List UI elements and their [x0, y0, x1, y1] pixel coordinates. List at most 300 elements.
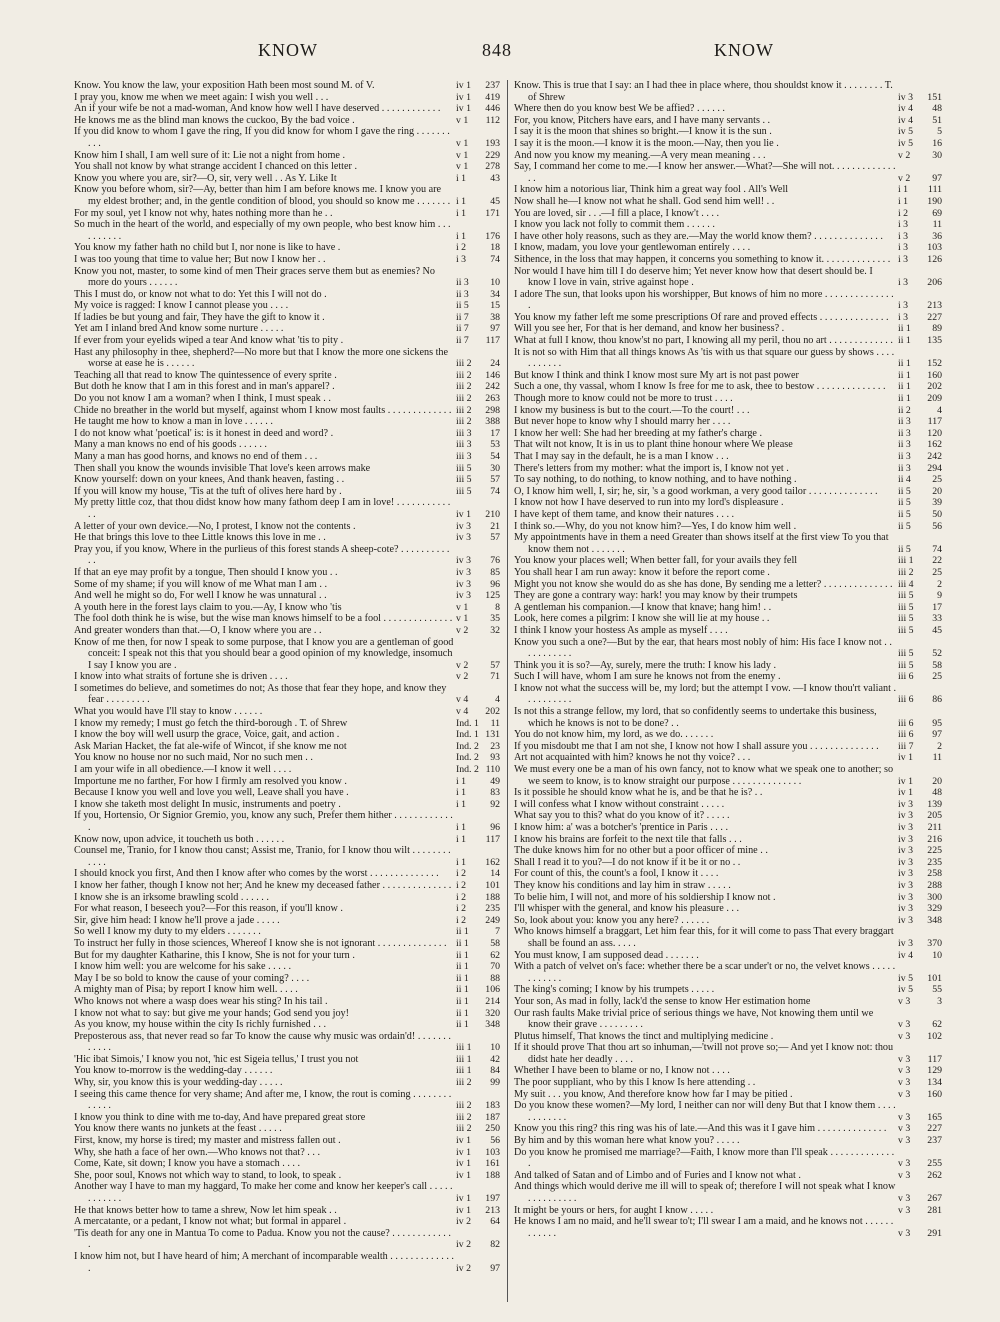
act-scene: v 3 — [898, 1030, 911, 1042]
entry-quotation: I think so.—Why, do you not know him?—Yes, I do know him well . — [514, 520, 797, 532]
line-number: 117 — [485, 335, 500, 347]
entry-reference — [456, 579, 500, 591]
entry-quotation: Another way I have to man my haggard, To make her come and know her keeper's call . . . . . . . . . . . . — [74, 1181, 453, 1204]
line-number: 227 — [927, 311, 942, 323]
concordance-entry — [514, 857, 942, 869]
act-scene: iv 3 — [898, 798, 913, 810]
entry-quotation: Know him I shall, I am well sure of it: Lie not a night from home . — [74, 149, 346, 161]
concordance-entry — [74, 381, 500, 393]
entry-quotation: He that brings this love to thee Little knows this love in me . . — [74, 532, 326, 544]
entry-reference — [456, 602, 500, 614]
act-scene: i 2 — [456, 242, 467, 254]
entry-reference — [898, 845, 942, 857]
line-number: 20 — [932, 485, 942, 497]
act-scene: iii 7 — [898, 740, 914, 752]
act-scene: ii 1 — [898, 381, 911, 393]
entry-quotation: I know her well: She had her breeding at my father's charge . — [514, 427, 763, 439]
act-scene: iii 5 — [456, 485, 472, 497]
entry-reference — [898, 173, 942, 185]
line-number: 206 — [927, 277, 942, 289]
entry-quotation: Know you this ring? this ring was his of late.—And this was it I gave him . . . . . . . . . . . . . . — [514, 1123, 887, 1135]
entry-reference — [898, 857, 942, 869]
line-number: 4 — [495, 694, 500, 706]
entry-reference — [456, 984, 500, 996]
concordance-entry — [74, 741, 500, 753]
entry-quotation: If ever from your eyelids wiped a tear And know what 'tis to pity . — [74, 335, 344, 347]
concordance-entry — [514, 231, 942, 243]
concordance-entry — [74, 80, 500, 92]
concordance-entry — [514, 555, 942, 567]
act-scene: iii 6 — [898, 729, 914, 741]
concordance-entry — [74, 1008, 500, 1020]
act-scene: ii 7 — [456, 311, 469, 323]
line-number: 18 — [490, 242, 500, 254]
concordance-entry — [514, 312, 942, 324]
entry-quotation: And talked of Satan and of Limbo and of Furies and I know not what . — [514, 1169, 801, 1181]
entry-quotation: For, you know, Pitchers have ears, and I have many servants . . — [514, 114, 771, 126]
concordance-entry — [74, 173, 500, 185]
line-number: 213 — [927, 300, 942, 312]
entry-quotation: Teaching all that read to know The quintessence of every sprite . — [74, 369, 337, 381]
act-scene: iv 3 — [898, 833, 913, 845]
line-number: 85 — [490, 566, 500, 578]
concordance-entry — [74, 416, 500, 428]
act-scene: v 2 — [898, 172, 911, 184]
entry-reference — [898, 1019, 942, 1031]
line-number: 227 — [927, 1123, 942, 1135]
act-scene: i 1 — [456, 172, 467, 184]
line-number: 329 — [927, 903, 942, 915]
entry-reference — [456, 822, 500, 834]
concordance-entry — [514, 1205, 942, 1217]
concordance-entry — [514, 1042, 942, 1065]
entry-reference — [898, 648, 942, 660]
entry-quotation: What you would have I'll stay to know . . . . . . — [74, 706, 263, 718]
concordance-entry — [514, 138, 942, 150]
concordance-entry — [514, 1181, 942, 1204]
entry-reference — [898, 694, 942, 706]
entry-reference — [456, 903, 500, 915]
act-scene: ii 4 — [898, 474, 911, 486]
concordance-entry — [74, 1054, 500, 1066]
entry-reference — [898, 509, 942, 521]
entry-reference — [898, 996, 942, 1008]
line-number: 298 — [485, 404, 500, 416]
entry-reference — [456, 1239, 500, 1251]
line-number: 43 — [490, 172, 500, 184]
act-scene: v 3 — [898, 1077, 911, 1089]
entry-quotation: Do you know he promised me marriage?—Faith, I know more than I'll speak . . . . . . . . . . . . . . — [514, 1146, 895, 1170]
concordance-entry — [74, 590, 500, 602]
entry-quotation: Preposterous ass, that never read so far To know the cause why music was ordain'd! . . . . . . . . . . . . — [74, 1030, 451, 1054]
entry-quotation: By him and by this woman here what know you? . . . . . — [514, 1135, 740, 1147]
entry-quotation: I seeing this came thence for very shame; And after me, I know, the rout is coming . . . . . . . . . . . . . — [74, 1088, 452, 1112]
line-number: 55 — [932, 984, 942, 996]
entry-reference — [456, 358, 500, 370]
entry-quotation: Might you not know she would do as she has done, By sending me a letter? . . . . . . . . . . . . . . — [514, 578, 893, 590]
concordance-entry — [514, 103, 942, 115]
act-scene: iv 3 — [456, 566, 471, 578]
act-scene: ii 1 — [456, 995, 469, 1007]
line-number: 97 — [932, 172, 942, 184]
entry-reference — [898, 150, 942, 162]
act-scene: iii 5 — [898, 648, 914, 660]
line-number: 4 — [937, 404, 942, 416]
concordance-entry — [74, 254, 500, 266]
line-number: 57 — [490, 532, 500, 544]
line-number: 235 — [927, 856, 942, 868]
concordance-entry — [74, 637, 500, 672]
concordance-entry — [514, 752, 942, 764]
entry-reference — [898, 115, 942, 127]
line-number: 62 — [932, 1019, 942, 1031]
act-scene: ii 2 — [898, 404, 911, 416]
entry-reference — [456, 463, 500, 475]
entry-reference — [898, 613, 942, 625]
entry-reference — [898, 370, 942, 382]
concordance-entry — [74, 486, 500, 498]
concordance-entry — [74, 184, 500, 207]
entry-quotation: I know her father, though I know not her; And he knew my deceased father . . . . . . . . . . . . . . — [74, 879, 452, 891]
act-scene: iv 5 — [898, 126, 913, 138]
act-scene: iv 3 — [898, 91, 913, 103]
line-number: 134 — [927, 1077, 942, 1089]
entry-quotation: You do not know him, my lord, as we do. . . . . . . — [514, 729, 714, 741]
entry-reference — [456, 1054, 500, 1066]
entry-quotation: I know the boy will well usurp the grace, Voice, gait, and action . — [74, 729, 340, 741]
line-number: 320 — [485, 1007, 500, 1019]
line-number: 291 — [927, 1227, 942, 1239]
entry-reference — [456, 405, 500, 417]
entry-quotation: Many a man has good horns, and knows no end of them . . . — [74, 451, 318, 462]
line-number: 2 — [937, 740, 942, 752]
entry-quotation: A mighty man of Pisa; by report I know him well. . . . . — [74, 984, 298, 996]
act-scene: ii 1 — [456, 949, 469, 961]
concordance-entry — [514, 961, 942, 984]
entry-quotation: You must know, I am supposed dead . . . . . . . — [514, 949, 699, 961]
concordance-entry — [514, 729, 942, 741]
concordance-entry — [74, 671, 500, 683]
entry-reference — [898, 312, 942, 324]
concordance-entry — [74, 834, 500, 846]
act-scene: iv 1 — [898, 787, 913, 799]
line-number: 21 — [490, 520, 500, 532]
line-number: 96 — [490, 578, 500, 590]
entry-quotation: Though more to know could not be more to trust . . . . — [514, 393, 733, 405]
act-scene: ii 3 — [898, 427, 911, 439]
concordance-entry — [74, 1065, 500, 1077]
act-scene: Ind. 2 — [456, 740, 479, 752]
entry-reference — [456, 277, 500, 289]
entry-quotation: If that an eye may profit by a tongue, Then should I know you . . — [74, 566, 338, 578]
line-number: 10 — [490, 1042, 500, 1054]
act-scene: ii 7 — [456, 335, 469, 347]
act-scene: iii 2 — [456, 1123, 472, 1135]
entry-quotation: Your son, As mad in folly, lack'd the sense to know Her estimation home — [514, 995, 811, 1007]
entry-reference — [898, 1170, 942, 1182]
entry-quotation: So well I know my duty to my elders . . . . . . . — [74, 926, 261, 938]
concordance-entry — [74, 103, 500, 115]
act-scene: i 3 — [898, 277, 909, 289]
line-number: 53 — [490, 439, 500, 451]
concordance-entry — [514, 590, 942, 602]
line-number: 64 — [490, 1216, 500, 1228]
entry-quotation: There's letters from my mother: what the import is, I know not yet . — [514, 462, 789, 474]
act-scene: iv 1 — [456, 1146, 471, 1158]
act-scene: ii 1 — [898, 369, 911, 381]
concordance-entry — [74, 996, 500, 1008]
entry-reference — [456, 312, 500, 324]
entry-quotation: The fool doth think he is wise, but the wise man knows himself to be a fool . . . . . . . . . . . . . . — [74, 613, 453, 625]
entry-reference — [456, 996, 500, 1008]
entry-reference — [456, 289, 500, 301]
entry-quotation: You know your places well; When better fall, for your avails they fell — [514, 555, 798, 567]
concordance-entry — [74, 1205, 500, 1217]
entry-reference — [898, 567, 942, 579]
entry-quotation: Because I know you well and love you well, Leave shall you have . — [74, 787, 349, 799]
entry-quotation: Know you such a one?—But by the ear, that hears most nobly of him: His face I know not . . . . . . . . . . . — [514, 636, 892, 660]
entry-reference — [898, 1112, 942, 1124]
line-number: 38 — [490, 311, 500, 323]
entry-quotation: I sometimes do believe, and sometimes do not; As those that fear they hope, and know they fear . . . . . . . . . — [74, 682, 447, 706]
concordance-entry — [514, 1077, 942, 1089]
act-scene: v 3 — [898, 1169, 911, 1181]
entry-reference — [898, 521, 942, 533]
line-number: 111 — [928, 184, 942, 196]
line-number: 25 — [932, 474, 942, 486]
entry-quotation: I know him: a' was a botcher's 'prentice in Paris . . . . — [514, 822, 729, 833]
entry-reference — [456, 973, 500, 985]
line-number: 209 — [927, 393, 942, 405]
entry-reference — [898, 416, 942, 428]
entry-reference — [898, 1205, 942, 1217]
concordance-entry — [74, 880, 500, 892]
line-number: 176 — [485, 230, 500, 242]
act-scene: iii 5 — [898, 601, 914, 613]
concordance-entry — [74, 1170, 500, 1182]
act-scene: v 3 — [898, 1193, 911, 1204]
act-scene: v 3 — [898, 995, 911, 1007]
line-number: 97 — [490, 1262, 500, 1274]
entry-quotation: I should knock you first, And then I know after who comes by the worst . . . . . . . . . . . . . . — [74, 868, 439, 880]
entry-quotation: I adore The sun, that looks upon his worshipper, But knows of him no more . . . . . . . . . . . . . . . — [514, 288, 894, 312]
entry-quotation: Chide no breather in the world but myself, against whom I know most faults . . . . . . . . . . . . . — [74, 404, 452, 416]
entry-reference — [456, 868, 500, 880]
entry-quotation: For my soul, yet I know not why, hates nothing more than he . . — [74, 207, 333, 219]
act-scene: ii 1 — [456, 937, 469, 949]
concordance-entry — [514, 208, 942, 220]
line-number: 216 — [927, 833, 942, 845]
entry-reference — [456, 706, 500, 718]
concordance-entry — [514, 1031, 942, 1043]
concordance-entry — [74, 613, 500, 625]
line-number: 162 — [927, 439, 942, 451]
entry-reference — [456, 671, 500, 683]
line-number: 202 — [485, 706, 500, 718]
line-number: 161 — [485, 1158, 500, 1170]
entry-reference — [898, 903, 942, 915]
concordance-entry — [514, 497, 942, 509]
concordance-entry — [514, 706, 942, 729]
entry-reference — [898, 950, 942, 962]
concordance-entry — [514, 1170, 942, 1182]
entry-reference — [456, 370, 500, 382]
act-scene: iv 1 — [456, 91, 471, 103]
act-scene: i 3 — [898, 242, 909, 254]
line-number: 162 — [485, 856, 500, 868]
line-number: 190 — [927, 195, 942, 207]
entry-quotation: Know of me then, for now I speak to some purpose, that I know you are a gentleman of good conceit: I speak not this that you should bear a good opinion of my knowledge, insomuch I say I know you are . — [74, 636, 454, 671]
concordance-entry — [74, 1019, 500, 1031]
entry-reference — [898, 718, 942, 730]
entry-quotation: If ladies be but young and fair, They have the gift to know it . — [74, 311, 325, 323]
act-scene: i 2 — [456, 914, 467, 926]
entry-quotation: I know not what the success will be, my lord; but the attempt I vow. —I know thou'rt valiant . . . . . . . . . . — [514, 682, 897, 706]
line-number: 281 — [927, 1204, 942, 1216]
act-scene: ii 3 — [456, 277, 469, 289]
concordance-entry — [74, 428, 500, 440]
entry-reference — [898, 544, 942, 556]
entry-reference — [456, 555, 500, 567]
entry-reference — [456, 381, 500, 393]
concordance-entry — [74, 323, 500, 335]
entry-reference — [456, 161, 500, 173]
act-scene: Ind. 2 — [456, 764, 479, 776]
entry-reference — [456, 1216, 500, 1228]
concordance-entry — [514, 393, 942, 405]
concordance-entry — [74, 810, 500, 833]
entry-reference — [898, 660, 942, 672]
act-scene: iii 5 — [456, 462, 472, 474]
concordance-entry — [514, 637, 942, 660]
act-scene: v 3 — [898, 1053, 911, 1065]
entry-reference — [898, 892, 942, 904]
line-number: 56 — [490, 1135, 500, 1147]
entry-quotation: The king's coming; I know by his trumpets . . . . . — [514, 984, 715, 996]
act-scene: i 1 — [456, 856, 467, 868]
line-number: 7 — [495, 926, 500, 938]
concordance-entry — [74, 347, 500, 370]
concordance-entry — [74, 312, 500, 324]
line-number: 9 — [937, 590, 942, 602]
act-scene: v 2 — [456, 624, 469, 636]
line-number: 160 — [927, 369, 942, 381]
act-scene: iv 3 — [456, 520, 471, 532]
concordance-entry — [74, 683, 500, 706]
concordance-entry — [74, 208, 500, 220]
line-number: 101 — [485, 879, 500, 891]
entry-reference — [456, 1205, 500, 1217]
line-number: 446 — [485, 103, 500, 115]
line-number: 258 — [927, 868, 942, 880]
concordance-entry — [74, 1123, 500, 1135]
entry-reference — [898, 231, 942, 243]
entry-quotation: Importune me no farther, For how I firmly am resolved you know . — [74, 775, 347, 787]
entry-reference — [898, 381, 942, 393]
line-number: 45 — [932, 624, 942, 636]
concordance-entry — [514, 625, 942, 637]
entry-reference — [898, 915, 942, 927]
act-scene: i 3 — [898, 300, 909, 312]
act-scene: iv 1 — [456, 103, 471, 115]
act-scene: i 1 — [456, 775, 467, 787]
act-scene: iii 2 — [456, 1100, 472, 1112]
entry-reference — [456, 486, 500, 498]
line-number: 211 — [927, 822, 942, 833]
entry-quotation: 'Tis death for any one in Mantua To come to Padua. Know you not the cause? . . . . . . . . . . . . . — [74, 1227, 451, 1251]
entry-reference — [898, 242, 942, 254]
line-number: 160 — [927, 1088, 942, 1100]
concordance-entry — [74, 903, 500, 915]
concordance-entry — [514, 370, 942, 382]
concordance-entry — [74, 845, 500, 868]
entry-quotation: Many a man knows no end of his goods . . . . . . — [74, 439, 267, 451]
entry-quotation: I'll whisper with the general, and know his pleasure . . . — [514, 903, 740, 915]
entry-quotation: I do not know what 'poetical' is: is it honest in deed and word? . — [74, 427, 334, 439]
concordance-entry — [74, 579, 500, 591]
entry-reference — [898, 1135, 942, 1147]
entry-quotation: Ask Marian Hacket, the fat ale-wife of Wincot, if she know me not — [74, 740, 347, 752]
line-number: 129 — [927, 1065, 942, 1077]
act-scene: v 3 — [898, 1158, 911, 1170]
act-scene: iv 1 — [456, 1169, 471, 1181]
entry-reference — [456, 80, 500, 92]
act-scene: iii 2 — [456, 416, 472, 428]
line-number: 348 — [927, 914, 942, 926]
entry-quotation: May I be so bold to know the cause of your coming? . . . . — [74, 972, 310, 984]
act-scene: v 3 — [898, 1123, 911, 1135]
line-number: 165 — [927, 1111, 942, 1123]
concordance-entry — [514, 1123, 942, 1135]
entry-quotation: But know I think and think I know most sure My art is not past power — [514, 369, 799, 381]
entry-reference — [456, 115, 500, 127]
act-scene: v 3 — [898, 1204, 911, 1216]
concordance-entry — [514, 1008, 942, 1031]
act-scene: ii 5 — [898, 520, 911, 532]
act-scene: i 3 — [898, 253, 909, 265]
act-scene: v 3 — [898, 1111, 911, 1123]
line-number: 30 — [490, 462, 500, 474]
act-scene: ii 5 — [898, 508, 911, 520]
entry-reference — [456, 1065, 500, 1077]
line-number: 97 — [490, 323, 500, 335]
act-scene: iv 5 — [898, 972, 913, 984]
act-scene: i 1 — [456, 787, 467, 799]
entry-quotation: They are gone a contrary way: hark! you may know by their trumpets — [514, 590, 798, 602]
right-column — [514, 80, 942, 1302]
entry-quotation: 'Hic ibat Simois,' I know you not, 'hic est Sigeia tellus,' I trust you not — [74, 1053, 359, 1065]
act-scene: iv 1 — [898, 752, 913, 764]
act-scene: i 2 — [456, 868, 467, 880]
entry-quotation: She, poor soul, Knows not which way to stand, to look, to speak . — [74, 1169, 342, 1181]
concordance-entry — [514, 115, 942, 127]
act-scene: i 3 — [898, 219, 909, 231]
entry-reference — [456, 231, 500, 243]
line-number: 70 — [490, 961, 500, 973]
concordance-entry — [74, 973, 500, 985]
line-number: 30 — [932, 149, 942, 161]
concordance-entry — [74, 752, 500, 764]
act-scene: iii 2 — [456, 369, 472, 381]
concordance-entry — [514, 416, 942, 428]
entry-quotation: Sir, give him head: I know he'll prove a jade . . . . . — [74, 914, 280, 926]
line-number: 93 — [490, 752, 500, 764]
entry-quotation: But doth he know that I am in this forest and in man's apparel? . — [74, 381, 335, 393]
entry-quotation: I know into what straits of fortune she is driven . . . . — [74, 671, 288, 683]
act-scene: v 3 — [898, 1088, 911, 1100]
act-scene: v 3 — [898, 1227, 911, 1239]
entry-reference — [898, 196, 942, 208]
